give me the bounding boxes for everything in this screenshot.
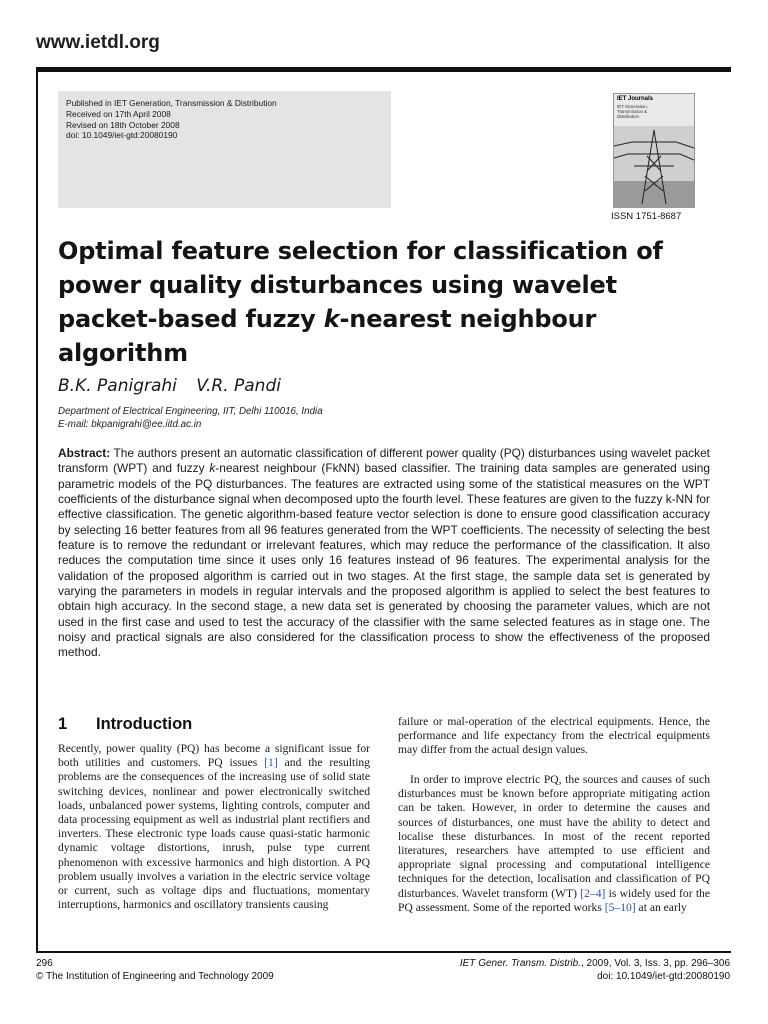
footer-right — [460, 957, 730, 983]
title-line-3a: packet-based fuzzy — [58, 305, 324, 333]
intro-text: In order to improve electric PQ, the sources and causes of such disturbances must be known before appropriate mitigating action can be taken. However, in order to determine the causes and sources of disturbances, one must have the ability to detect and localise these disturbances. In most of the recent reported literatures, researchers have attempted to use efficient and appropriate signal processing and computational intelligence techniques for the detection, localisation and classification of PQ disturbances. Wavelet transform (WT) — [398, 773, 710, 900]
intro-text: at an early — [635, 900, 687, 914]
intro-text: Recently, power quality (PQ) has become a significant issue for both utilities and customers. PQ issues — [58, 742, 370, 770]
intro-text: and the resulting problems are the consequences of the increasing use of solid state switching devices, nonlinear and power electronically switched loads, unbalanced power systems, lighting controls, computer and data processing equipment as well as industrial plant rectifiers and inverters. These electronic type loads cause quasi-static harmonic dynamic voltage distortions, inrush, pulse type current phenomenon with excessive harmonics and high distortion. A PQ problem usually involves a variation in the electric service voltage or current, such as voltage dips and fluctuations, momentary interruptions, harmonics and oscillatory transients causing — [58, 756, 371, 912]
email[interactable]: E-mail: bkpanigrahi@ee.iitd.ac.in — [58, 419, 202, 430]
title-line-3b: -nearest neighbour — [339, 305, 597, 333]
citation-link[interactable]: [2–4] — [580, 886, 606, 900]
footer-left — [36, 957, 274, 983]
section-title: Introduction — [96, 715, 193, 733]
authors — [58, 376, 295, 396]
publication-info-box — [58, 91, 391, 208]
cover-brand: IET Journals — [617, 96, 654, 102]
title-line-1: Optimal feature selection for classification of — [58, 237, 663, 265]
section-number: 1 — [58, 715, 68, 733]
intro-left-column — [58, 742, 370, 912]
journal-abbrev: IET Gener. Transm. Distrib. — [459, 958, 581, 969]
intro-right-para-2 — [398, 773, 710, 915]
issn: ISSN 1751-8687 — [611, 211, 682, 222]
title-line-4: algorithm — [58, 339, 188, 367]
top-rule — [36, 67, 731, 72]
title-line-2: power quality disturbances using wavelet — [58, 271, 617, 299]
affiliation — [58, 405, 323, 431]
citation-details: , 2009, Vol. 3, Iss. 3, pp. 296–306 — [581, 958, 730, 969]
citation-link[interactable]: [5–10] — [604, 900, 636, 914]
abstract-text-2: -nearest neighbour (FkNN) based classifier. The training data samples are generated using parametric models of the PQ disturbances. The features are extracted using some of the statistical measures on the WPT coefficients of the disturbance signal when decomposed upto the fourth level. These features are given to the fuzzy k-NN for effective classification. The genetic algorithm-based feature vector selection is done to ensure good classification accuracy by selecting 16 better features from all 96 features generated from the WPT coefficients. The necessity of selecting the best feature is to remove the redundant or irrelevant features, which may reduce the performance of the classification. It also reduces the computation time since it uses only 16 features instead of 96 features. The experimental analysis for the validation of the proposed algorithm is carried out in two stages. At the first stage, the sample data set is generated by varying the parameters in models in regular intervals and the proposed algorithm is applied to select the best features to obtain high accuracy. In the second stage, a new data set is generated by choosing the parameter values, which are not used in the first case and used to test the accuracy of the classifier with the same selected features as in stage one. The noisy and practical signals are also considered for the classification process to show the effectiveness of the proposed method. — [58, 461, 710, 660]
footer-doi: doi: 10.1049/iet-gtd:20080190 — [597, 971, 730, 982]
abstract-k: k — [209, 461, 216, 476]
abstract-text-1: The authors present an automatic classification of different power quality (PQ) disturbances using wavelet packet transform (WPT) and fuzzy — [58, 446, 710, 476]
left-rule — [36, 67, 38, 953]
journal-cover-image — [613, 93, 695, 208]
citation-link[interactable]: [1] — [264, 756, 278, 770]
pylon-icon — [614, 126, 694, 207]
title-k: k — [323, 305, 340, 333]
author-1: B.K. Panigrahi — [58, 376, 177, 396]
citation-line — [460, 957, 730, 970]
cover-title: IET Generation, Transmission & Distribution — [617, 104, 648, 119]
doi-line: doi: 10.1049/iet-gtd:20080190 — [66, 130, 178, 141]
intro-right-para-1: failure or mal-operation of the electrical equipments. Hence, the performance and life expectancy from the electrical equipments may differ from the actual design values. — [398, 715, 710, 757]
section-heading — [58, 715, 192, 734]
department: Department of Electrical Engineering, IIT, Delhi 110016, India — [58, 406, 323, 417]
published-in: Published in IET Generation, Transmission & Distribution — [66, 98, 277, 108]
site-url[interactable]: www.ietdl.org — [36, 32, 160, 53]
bottom-rule — [36, 951, 731, 953]
revised-date: Revised on 18th October 2008 — [66, 119, 180, 130]
intro-text: is widely used for the PQ assessment. Some of the reported works — [398, 886, 710, 914]
page-number: 296 — [36, 958, 53, 969]
paper-title — [58, 234, 728, 370]
abstract-label: Abstract: — [58, 446, 111, 460]
copyright: © The Institution of Engineering and Technology 2009 — [36, 971, 274, 982]
publication-lines — [66, 98, 277, 141]
abstract — [58, 446, 710, 661]
author-2: V.R. Pandi — [196, 376, 281, 396]
received-date: Received on 17th April 2008 — [66, 108, 171, 119]
